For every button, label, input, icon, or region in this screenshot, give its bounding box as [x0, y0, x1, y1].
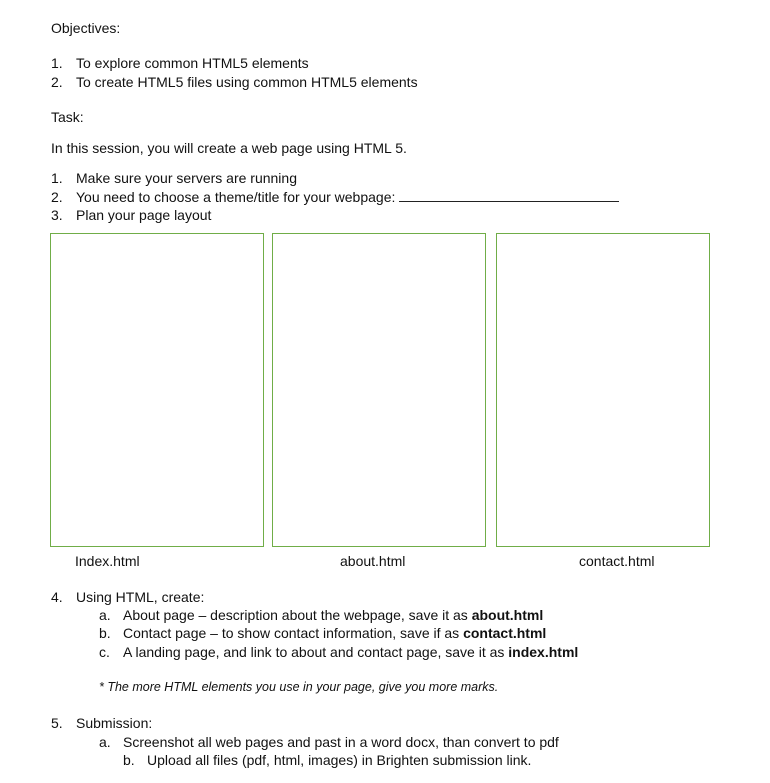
step-text: Submission: [76, 715, 153, 731]
sub-letter: a. [99, 607, 111, 623]
step-number: 1. [51, 170, 63, 186]
about-caption: about.html [340, 553, 406, 569]
sub-letter: b. [99, 625, 111, 641]
sub-item-index: A landing page, and link to about and contact page, save it as index.html [123, 644, 579, 660]
objective-text: To create HTML5 files using common HTML5 elements [76, 74, 418, 90]
step-text: Plan your page layout [76, 207, 212, 223]
theme-title-line [76, 188, 619, 206]
objective-number: 1. [51, 55, 63, 71]
contact-layout-box [496, 233, 710, 547]
filename: contact.html [463, 625, 547, 641]
theme-title-blank[interactable] [399, 188, 619, 202]
objectives-heading: Objectives: [51, 20, 121, 36]
sub-letter: a. [99, 734, 111, 750]
task-heading: Task: [51, 109, 84, 125]
step-number: 5. [51, 715, 63, 731]
objective-text: To explore common HTML5 elements [76, 55, 309, 71]
sub-letter: c. [99, 644, 110, 660]
contact-caption: contact.html [579, 553, 655, 569]
step-text: Using HTML, create: [76, 589, 205, 605]
marks-note: * The more HTML elements you use in your page, give you more marks. [99, 680, 499, 694]
sub-item-about: About page – description about the webpage, save it as about.html [123, 607, 544, 623]
step-number: 3. [51, 207, 63, 223]
sub-item-screenshot: Screenshot all web pages and past in a word docx, than convert to pdf [123, 734, 559, 750]
index-caption: Index.html [75, 553, 140, 569]
filename: index.html [508, 644, 579, 660]
sub-item-contact: Contact page – to show contact information, save if as contact.html [123, 625, 547, 641]
sub-item-upload: Upload all files (pdf, html, images) in Brighten submission link. [147, 752, 532, 768]
sub-letter: b. [123, 752, 135, 768]
filename: about.html [471, 607, 544, 623]
step-text: You need to choose a theme/title for your webpage: [76, 189, 396, 205]
about-layout-box [272, 233, 486, 547]
objective-number: 2. [51, 74, 63, 90]
index-layout-box [50, 233, 264, 547]
step-number: 2. [51, 189, 63, 205]
step-number: 4. [51, 589, 63, 605]
step-text: Make sure your servers are running [76, 170, 297, 186]
task-intro: In this session, you will create a web page using HTML 5. [51, 140, 407, 156]
